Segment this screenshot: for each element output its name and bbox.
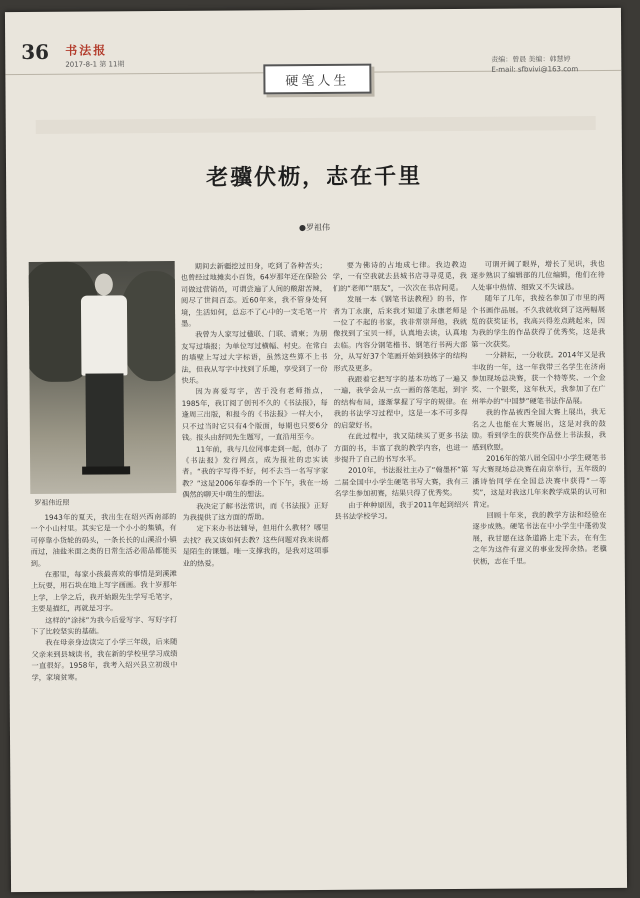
paragraph: 我曾为人家写过楹联、门联、请柬；为朋友写过墙报；为单位写过横幅、村史。在常白的墙壁上写过大字标语，虽然这些算不上书法，但我从写字中找到了乐趣，享受到了一份快乐。: [181, 329, 328, 385]
photo-person-shirt: [81, 295, 128, 375]
editor-info: [491, 54, 578, 75]
paragraph: 这样的“涂抹”为我今后爱写字、写好字打下了比较坚实的基础。: [31, 614, 178, 637]
text-column-3: [333, 259, 471, 850]
photo-person-head: [95, 273, 113, 295]
paragraph: 定下来办书法辅导，但用什么教材？哪里去找？我又该如何去教？这些问题对我来说都是陌生的课题。唯一支撑我的，是我对这项事业的热爱。: [182, 523, 329, 568]
paragraph: 由于种种原因，我于2011年起到绍兴县书法学校学习。: [334, 499, 469, 521]
paragraph: 我在母亲身边读完了小学三年级，后来随父亲来到县城读书，我在新的学校里学习成绩一直很好。1958年，我考入绍兴县立初级中学，家境贫寒。: [31, 637, 178, 682]
paragraph: 我跟着它把写字的基本功练了一遍又一遍，我学会从一点一画的落笔起，到字的结构布局，逐渐掌握了写字的规律。在我的书法学习过程中，这是一本不可多得的启蒙好书。: [333, 374, 468, 430]
article-author: ●罗祖伟: [298, 222, 330, 233]
editor-email: E-mail: sfbvivi@163.com: [491, 65, 579, 74]
paragraph: 2010年，书法报社主办了“翰墨杯”第二届全国中小学生硬笔书写大赛，我有三名学生参加初赛，结果只得了优秀奖。: [334, 465, 469, 498]
paragraph: 要为佛诗的占地成七律。我边教边学，一有空我就去县城书店寻寻觅觅，我们的“老师”“朋友”，一次次在书店间觅。: [332, 259, 467, 293]
newspaper-page: [5, 8, 627, 892]
text-column-2: [181, 260, 331, 851]
paragraph: 我决定了解书法常识，而《书法报》正好为我提供了这方面的帮助。: [182, 500, 329, 522]
column-badge: 硬笔人生: [263, 64, 371, 95]
paragraph: 随年了几年，我按名参加了市里的两个书画作品展。不久我就收到了这两幅展览的获奖证书，我高兴得差点跳起来，因为我的学生的作品获得了优秀奖，这是我第一次获奖。: [470, 293, 606, 349]
paragraph: 回顾十年来，我的教学方法和经验在逐步成熟。硬笔书法在中小学生中蓬勃发展，我甘愿在这条道路上走下去，在有生之年为这件有意义的事业发挥余热。老骥伏枥，志在千里。: [472, 509, 607, 566]
page-number: 36: [21, 39, 50, 65]
photo-person-shoes: [82, 466, 130, 474]
paragraph: 发展一本《钢笔书法教程》的书，作者为丁永康，后来我才知道了永康老师是一位了不起的书家，我非常崇拜他，我就像找到了宝贝一样，认真地去读，认真地去临。内容分钢笔楷书、钢笔行书两大部分，从写好37个笔画开始到独体字的结构形式及更多。: [332, 294, 468, 373]
paragraph: 可谓开阔了眼界，增长了见识，我也逐步熟识了编辑部的几位编辑，他们在待人处事中热情、细致又不失诚恳。: [470, 258, 605, 292]
text-column-1: [30, 511, 178, 852]
decorative-band: [36, 116, 596, 134]
issue-date: 2017-8-1 第 11期: [65, 60, 125, 69]
photo-person-pants: [85, 373, 124, 469]
author-photo: [29, 261, 177, 494]
paragraph: 在此过程中，我又陆续买了更多书法方面的书，丰富了我的教学内容，也进一步提升了自己的书写水平。: [333, 431, 469, 464]
paragraph: 2016年的第八届全国中小学生硬笔书写大赛现场总决赛在南京举行，五年级的潘诗怡同学在全国总决赛中获得“一等奖”，这是对我这几年来教学成果的认可和肯定。: [472, 452, 607, 509]
paragraph: 1943年的夏天，我出生在绍兴西南部的一个小山村里。其实它是一个小小的集镇，有可停靠小货轮的码头，一条长长的山溪沿小镇而过，油盐米面之类的日常生活必需品都能买到。: [30, 511, 177, 568]
paragraph: 一分耕耘，一分收获。2014年又是我丰收的一年，这一年我带三名学生在济南参加现场总决赛，获一个特等奖、一个金奖、一个银奖，这年秋天，我参加了在广州举办的“中国梦”硬笔书法作品展。: [471, 350, 606, 406]
paragraph: 11年前，我与几位同事走到一起，创办了《书法报》发行网点，成为报社的忠实读者。“我的字写得不好，何不去当一名写字家教？”这是2006年春季的一个下午，我在一场偶然的聊天中萌生的想法。: [182, 443, 329, 500]
article-title: 老骥伏枥，志在千里: [205, 163, 423, 191]
paragraph: 我的作品被西全国大赛上展出，我无名之人也能在大赛展出，这是对我的鼓励。看到学生的获奖作品登上书法报，我感到欣慰。: [471, 407, 606, 452]
paragraph: 在那里，每家小孩最喜欢的事情是到溪滩上玩耍，用石块在地上写字画画。我十岁那年上学，上学之后，我开始跟先生学写毛笔字，主要是描红，再就是习字。: [30, 569, 178, 614]
text-column-4: [471, 258, 609, 849]
photo-caption: 罗祖伟近照: [34, 498, 70, 507]
paragraph: 期间去新疆挖过田身，吃到了各种苦头；也曾经过地摊卖小百货，64岁那年还在保险公司做过营销员，可谓尝遍了人间的酸甜苦辣，阅尽了世间百态。近60年来，我不管身处何境，生活如何，总忘不了心中的一支毛笔一片墨。: [180, 260, 328, 328]
masthead: 书法报: [65, 43, 108, 58]
editor-line: 责编：曾晨 美编：韩慧婷: [491, 55, 571, 64]
paragraph: 因为喜爱写字，苦于没有老师指点，1985年，我订阅了创刊不久的《书法报》，每逢周三出版，和报今的《书法报》一样大小，只不过当时它只有4个版面，每期也只要6分钱。报头由舒同先生题写，一直沿用至今。: [181, 386, 328, 443]
